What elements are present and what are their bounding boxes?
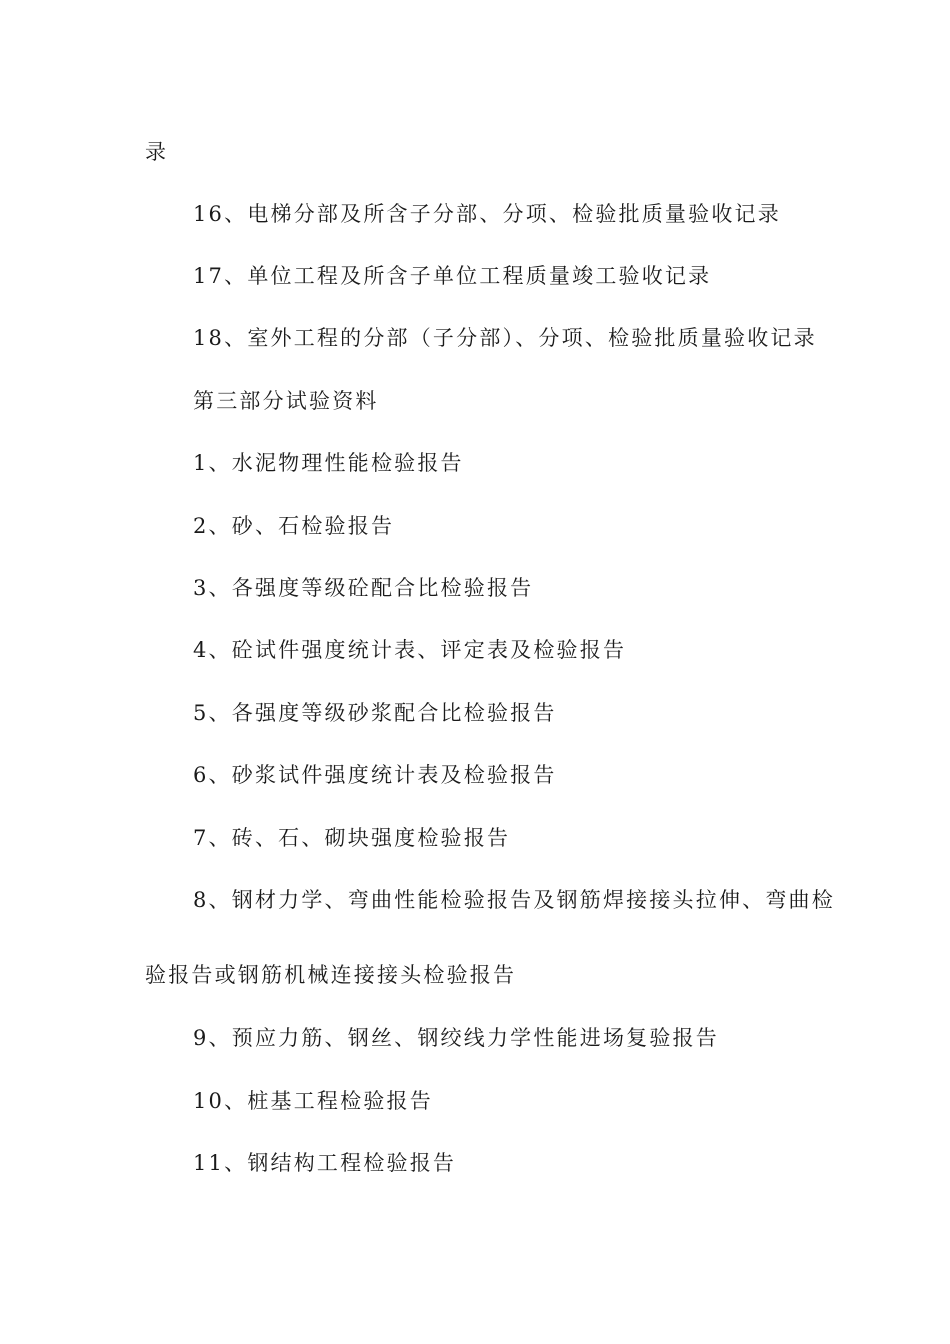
list-item-4: 4、砼试件强度统计表、评定表及检验报告: [193, 638, 627, 662]
list-item-10: 10、桩基工程检验报告: [193, 1089, 433, 1113]
list-item-8-continued: 验报告或钢筋机械连接接头检验报告: [145, 963, 517, 987]
list-item-1: 1、水泥物理性能检验报告: [193, 451, 464, 475]
list-item-16: 16、电梯分部及所含子分部、分项、检验批质量验收记录: [193, 202, 781, 226]
list-item-18: 18、室外工程的分部（子分部）、分项、检验批质量验收记录: [193, 326, 817, 350]
list-item-6: 6、砂浆试件强度统计表及检验报告: [193, 763, 557, 787]
list-item-5: 5、各强度等级砂浆配合比检验报告: [193, 701, 557, 725]
list-item-3: 3、各强度等级砼配合比检验报告: [193, 576, 534, 600]
list-item-11: 11、钢结构工程检验报告: [193, 1151, 457, 1175]
list-item-17: 17、单位工程及所含子单位工程质量竣工验收记录: [193, 264, 712, 288]
list-item-7: 7、砖、石、砌块强度检验报告: [193, 826, 511, 850]
list-item-8: 8、钢材力学、弯曲性能检验报告及钢筋焊接接头拉伸、弯曲检: [193, 888, 835, 912]
list-item-2: 2、砂、石检验报告: [193, 514, 395, 538]
continued-line: 录: [145, 140, 169, 164]
list-item-9: 9、预应力筋、钢丝、钢绞线力学性能进场复验报告: [193, 1026, 719, 1050]
section-heading: 第三部分试验资料: [193, 389, 379, 413]
